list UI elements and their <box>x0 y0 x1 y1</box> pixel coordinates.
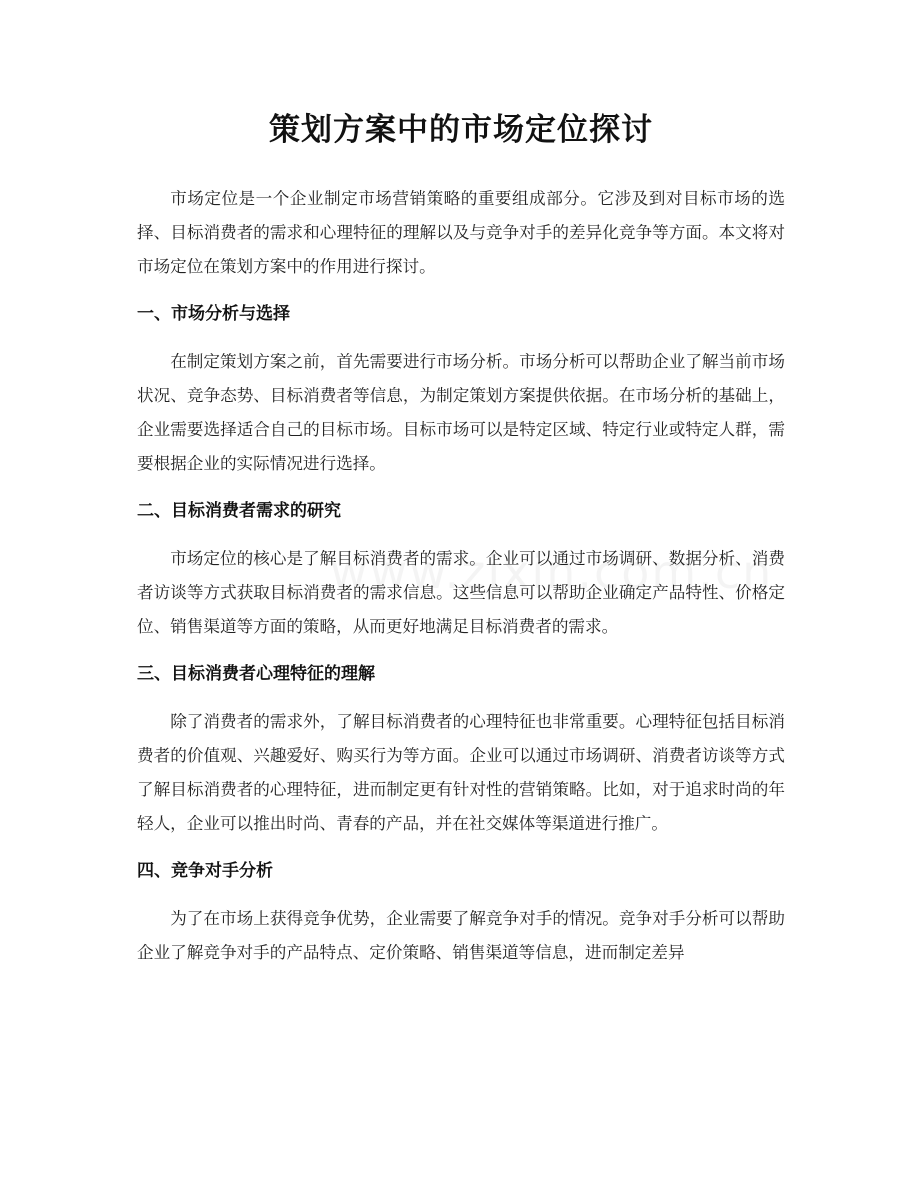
section-competitor-analysis <box>137 854 785 970</box>
document-content <box>137 108 785 970</box>
intro-paragraph: 市场定位是一个企业制定市场营销策略的重要组成部分。它涉及到对目标市场的选择、目标消费者的需求和心理特征的理解以及与竞争对手的差异化竞争等方面。本文将对市场定位在策划方案中的作用进行探讨。 <box>137 189 785 276</box>
section-heading: 三、目标消费者心理特征的理解 <box>137 664 375 684</box>
section-consumer-psychology <box>137 657 785 841</box>
document-title: 策划方案中的市场定位探讨 <box>269 112 653 148</box>
section-heading: 四、竞争对手分析 <box>137 861 273 881</box>
section-heading: 二、目标消费者需求的研究 <box>137 501 341 521</box>
section-paragraph: 在制定策划方案之前，首先需要进行市场分析。市场分析可以帮助企业了解当前市场状况、竞争态势、目标消费者等信息，为制定策划方案提供依据。在市场分析的基础上，企业需要选择适合自己的目标市场。目标市场可以是特定区域、特定行业或特定人群，需要根据企业的实际情况进行选择。 <box>137 352 785 473</box>
section-paragraph: 为了在市场上获得竞争优势，企业需要了解竞争对手的情况。竞争对手分析可以帮助企业了解竞争对手的产品特点、定价策略、销售渠道等信息，进而制定差异 <box>137 909 785 962</box>
section-paragraph: 市场定位的核心是了解目标消费者的需求。企业可以通过市场调研、数据分析、消费者访谈等方式获取目标消费者的需求信息。这些信息可以帮助企业确定产品特性、价格定位、销售渠道等方面的策略，从而更好地满足目标消费者的需求。 <box>137 549 785 636</box>
section-heading: 一、市场分析与选择 <box>137 304 290 324</box>
section-paragraph: 除了消费者的需求外，了解目标消费者的心理特征也非常重要。心理特征包括目标消费者的价值观、兴趣爱好、购买行为等方面。企业可以通过市场调研、消费者访谈等方式了解目标消费者的心理特征，进而制定更有针对性的营销策略。比如，对于追求时尚的年轻人，企业可以推出时尚、青春的产品，并在社交媒体等渠道进行推广。 <box>137 712 785 833</box>
section-consumer-needs <box>137 494 785 644</box>
section-market-analysis <box>137 297 785 481</box>
